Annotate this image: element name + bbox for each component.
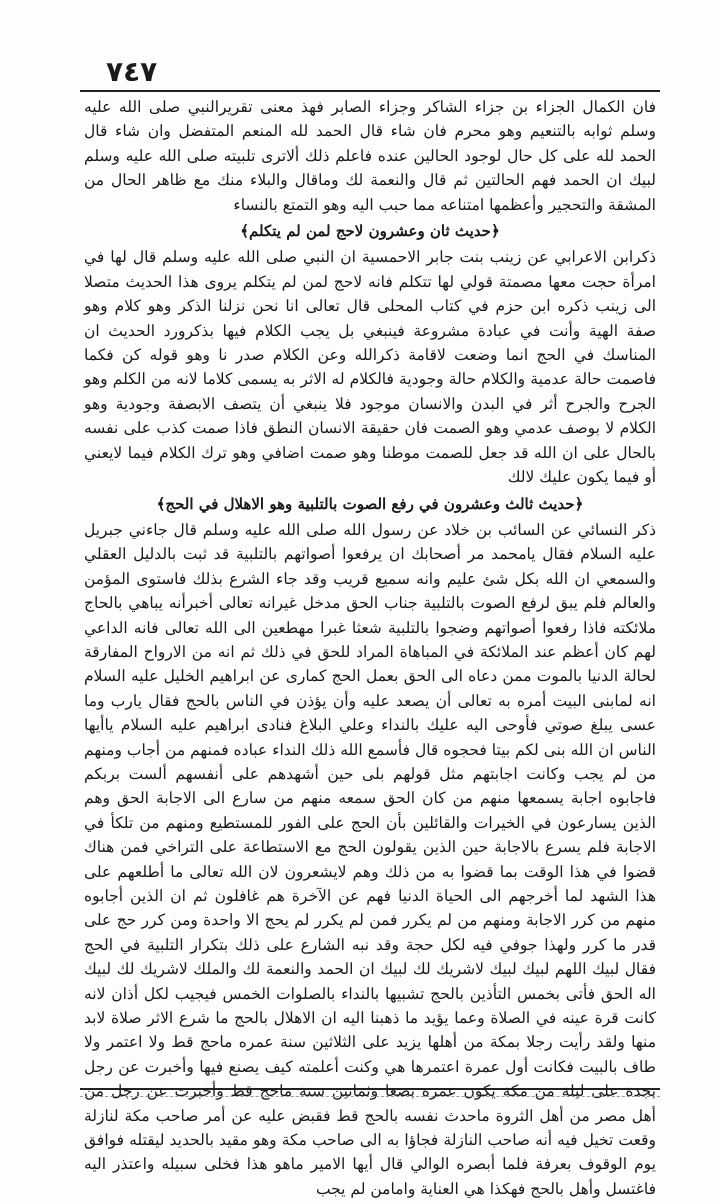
page-body [80,92,660,1201]
paragraph-intro: فان الكمال الجزاء بن جزاء الشاكر وجزاء الصابر فهذ معنى تقريرالنبي صلى الله عليه وسلم ثوابه بالتنعيم وهو محرم فان شاء قال الحمد لله المنعم المتفضل وان شاء قال الحمد لله على كل حال لوجود الحالين عنده فاعلم ذلك ألاترى تلبيته صلى الله عليه وسلم لبيك ان الحمد فهم الحالتين ثم قال والنعمة لك وماقال والبلاء منك مع ظاهر الحال من المشقة والتحجير وأعظمها امتناعه مما حبب اليه وهو التمتع بالنساء [84,98,656,214]
section-heading-23: ﴿حديث ثالث وعشرون في رفع الصوت بالتلبية وهو الاهلال في الحج﴾ [156,494,584,513]
section-heading-22: ﴿حديث ثان وعشرون لاحج لمن لم يتكلم﴾ [240,222,500,241]
text-frame [80,90,660,1198]
page-number: ٧٤٧ [106,55,158,88]
paragraph-hadith-23: ذكر النسائي عن السائب بن خلاد عن رسول الله صلى الله عليه وسلم قال جاءني جبريل عليه السلام فقال يامحمد مر أصحابك ان يرفعوا أصواتهم بالتلبية قد ثبت بالدليل العقلي والسمعي ان الله بكل شئ عليم وانه سميع قريب وقد جاء الشرع بذلك فاستوى المؤمن والعالم فلم يبق لرفع الصوت بالتلبية جناب الحق مدخل غيرانه تعالى أخبرأنه يباهي بالحاج ملائكته فاذا رفعوا أصواتهم وضجوا بالتلبية شعثا غبرا مهطعين الى الله تعالى فانه الداعي لهم كان أعظم عند الملائكة في المباهاة المراد للحق في ذلك ثم انه من الارواح المفارقة لحالة الدنيا بالموت ممن دعاه الى الحق بعمل الحج كمارى عن ابراهيم الخليل عليه السلام انه لمابنى البيت أمره به تعالى أن يصعد عليه وأن يؤذن في الناس بالحج فقال يارب وما عسى يبلغ صوتي فأوحى اليه عليك بالنداء وعلي البلاغ فنادى ابراهيم عليه السلام ياأيها الناس ان الله بنى لكم بيتا فحجوه قال فأسمع الله ذلك النداء عباده فمنهم من أجاب ومنهم من لم يجب وكانت اجابتهم مثل قولهم بلى حين أشهدهم على أنفسهم ألست بربكم فاجابوه اجابة يسمعها منهم من كان الحق سمعه منهم من سارع الى الاجابة الحق وهم الذين يسارعون في الخيرات والقائلين بأن الحج على الفور للمستطيع ومنهم من تلكأ في الاجابة فلم يسرع بالاجابة حين الذين يقولون الحج مع الاستطاعة على التراخي فمن هناك قضوا في هذا الوقت بما قضوا به من ذلك وهم لايشعرون لان الله تعالى ما أطلعهم على هذا الشهد لما أخرجهم الى الحياة الدنيا فهم عن الآخرة هم غافلون ثم ان الذين أجابوه منهم من كرر الاجابة ومنهم من لم يكرر فمن لم يكرر لم يحج الا واحدة ومن كرر حج على قدر ما كرر ولهذا جوفي فيه لكل حجة وقد نبه الشارع على ذلك بتكرار التلبية في الحج فقال لبيك اللهم لبيك لبيك لاشريك لك لبيك ان الحمد والنعمة لك والملك لاشريك لك لبيك اله الحق فأتى بخمس التأذين بالحج تشبيها بالنداء بالصلوات الخمس فيجيب لكل أذان لانه كانت قرة عينه في الصلاة وعما يؤيد ما ذهبنا اليه ان الاهلال بالحج ما شرع الاثر صلاة لابد منها ولقد رأيت رجلا بمكة من أهلها يزيد على الثلاثين سنة عمره ماحج قط ولا اعتمر ولا طاف بالبيت فكانت أول عمرة اعتمرها هي وكنت أعلمته كيف يصنع فيها وأخبرت عن رجل بجدة على ليلة من مكة يكون عمره بضعا وثمانين سنة ماحج قط وأخبرت عن رجل من أهل مصر من أهل الثروة ماحدث نفسه بالحج قط فقبض عليه عن أمر صاحب مكة لنازلة وقعت تخيل فيه أنه صاحب النازلة فجاؤا به الى صاحب مكة وهو مقيد بالحديد ليقتله فوافق يوم الوقوف بعرفة فلما أبصره الوالي قال أيها الامير ماهو هذا فخلى سبيله واعتذر اليه فاغتسل وأهل بالحج فهكذا هي العناية وامامن لم يجب [84,520,656,1198]
paragraph-hadith-22: ذكرابن الاعرابي عن زينب بنت جابر الاحمسية ان النبي صلى الله عليه وسلم قال لها في امرأة حجت معها مصمتة قولي لها تتكلم فانه لاحج لمن لم يتكلم يروى هذا الحديث متصلا الى زينب ذكره ابن حزم في كتاب المحلى قال تعالى انا نحن نزلنا الذكر وهو كلام وهو صفة الهية وأنت في عبادة مشروعة فينبغي بل يجب الكلام فيها بذكرورد الحديث ان المناسك في الحج انما وضعت لاقامة ذكرالله وعن الكلام صدر نا وهو قوله كن فكما فاصمت حالة عدمية والكلام حالة وجودية فالكلام له الاثر به يسمى كلاما لانه من الكلم وهو الجرح والجرح أثر في البدن والانسان موجود فلا ينبغي أن يتصف الابصفة وجودية وهو الكلام لا بوصف عدمي وهو الصمت فان حقيقة الانسان النطق فاذا صمت كذب على نفسه بالحال على ان الله قد جعل للصمت موطنا وهو صمت اضافي وهو ترك الكلام فيما لايعني أو فيما يكون عليك لالك [84,248,657,487]
page-bottom-edge [80,1090,660,1097]
